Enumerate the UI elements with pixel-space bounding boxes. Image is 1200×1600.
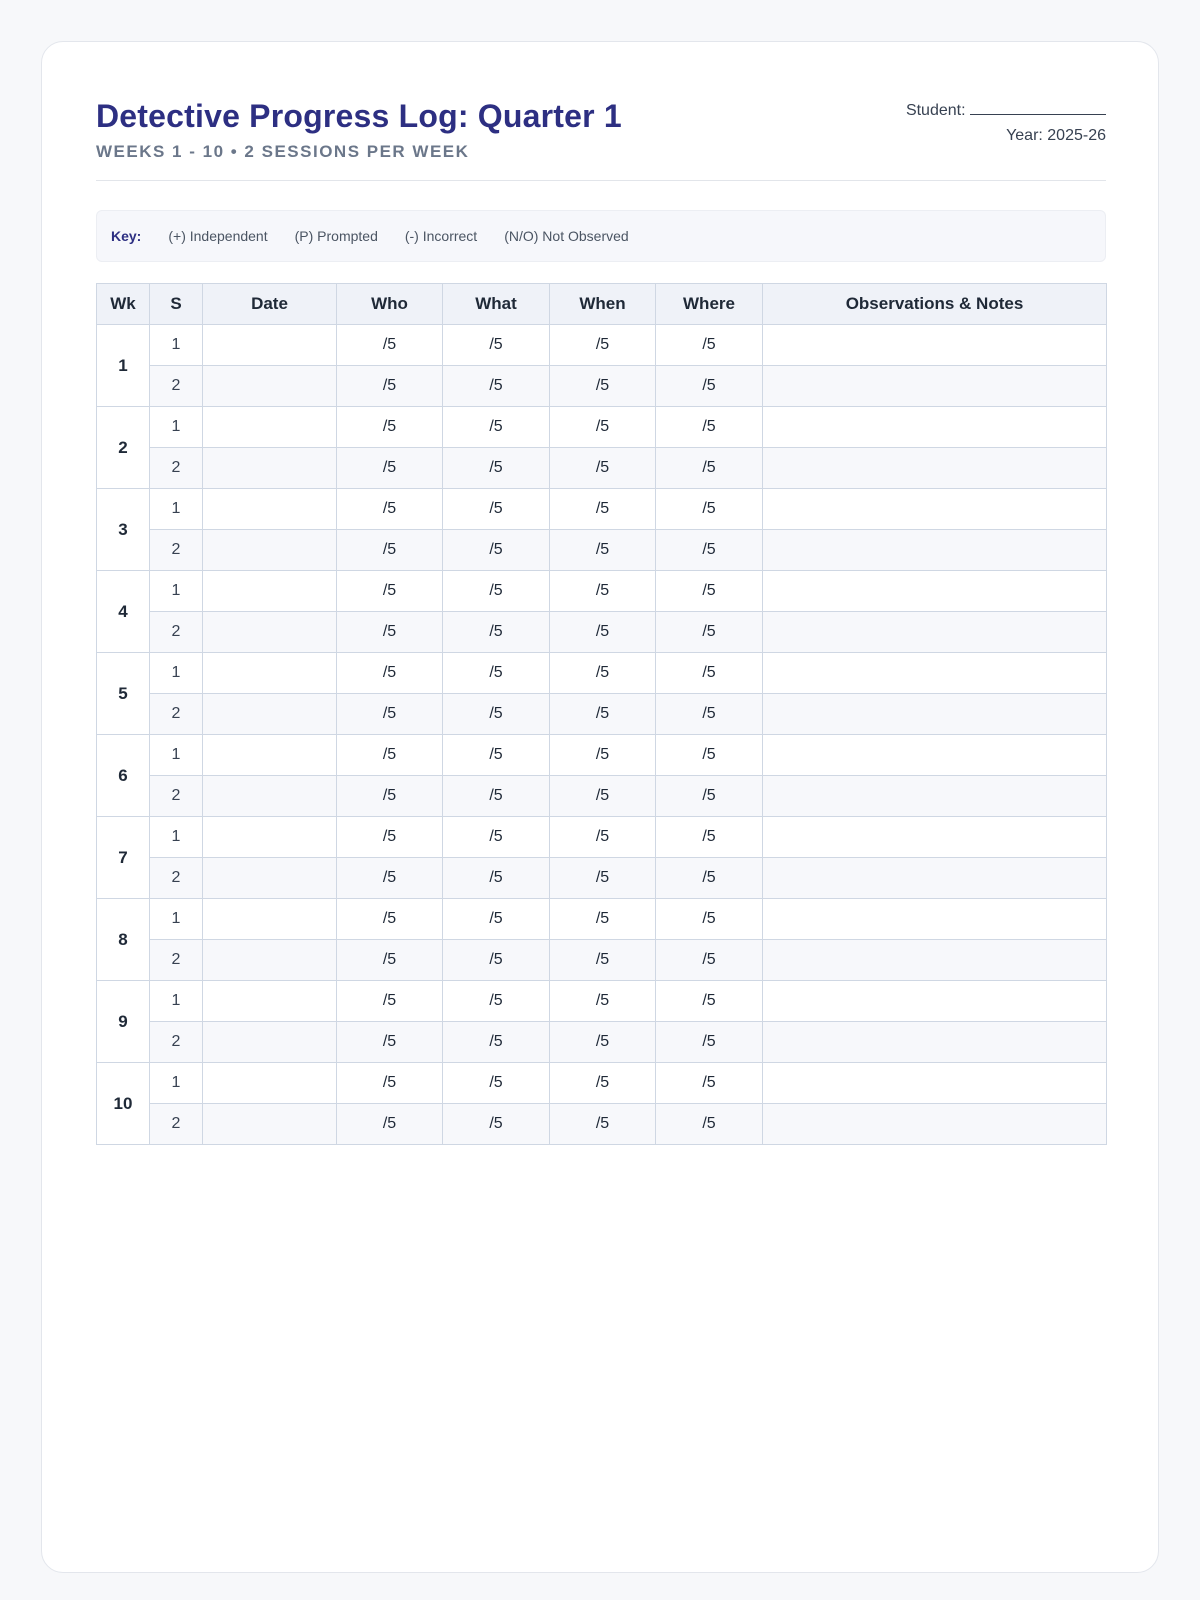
where-score-cell[interactable]: /5 <box>656 817 763 858</box>
when-score-cell[interactable]: /5 <box>550 612 656 653</box>
table-body <box>97 325 1107 1145</box>
session-number: 1 <box>150 325 203 366</box>
notes-cell[interactable] <box>763 858 1107 899</box>
column-header-session: S <box>150 284 203 325</box>
column-header-when: When <box>550 284 656 325</box>
date-cell[interactable] <box>203 817 337 858</box>
session-number: 1 <box>150 981 203 1022</box>
when-score-cell[interactable]: /5 <box>550 817 656 858</box>
week-number: 5 <box>97 653 150 735</box>
notes-cell[interactable] <box>763 612 1107 653</box>
when-score-cell[interactable]: /5 <box>550 653 656 694</box>
date-cell[interactable] <box>203 612 337 653</box>
progress-table <box>96 283 1107 1145</box>
student-label: Student: <box>905 102 966 119</box>
table-row <box>97 366 1107 407</box>
week-number: 4 <box>97 571 150 653</box>
what-score-cell[interactable]: /5 <box>443 899 550 940</box>
notes-cell[interactable] <box>763 735 1107 776</box>
column-header-what: What <box>443 284 550 325</box>
notes-cell[interactable] <box>763 694 1107 735</box>
legend-key <box>96 210 1106 262</box>
session-number: 2 <box>150 366 203 407</box>
notes-cell[interactable] <box>763 981 1107 1022</box>
where-score-cell[interactable]: /5 <box>656 571 763 612</box>
what-score-cell[interactable]: /5 <box>443 694 550 735</box>
page-title: Detective Progress Log: Quarter 1 <box>96 98 622 134</box>
date-cell[interactable] <box>203 530 337 571</box>
table-row <box>97 940 1107 981</box>
who-score-cell[interactable]: /5 <box>337 776 443 817</box>
table-row <box>97 407 1107 448</box>
date-cell[interactable] <box>203 366 337 407</box>
table-row <box>97 735 1107 776</box>
who-score-cell[interactable]: /5 <box>337 571 443 612</box>
log-sheet <box>41 41 1159 1573</box>
when-score-cell[interactable]: /5 <box>550 1022 656 1063</box>
notes-cell[interactable] <box>763 940 1107 981</box>
session-number: 1 <box>150 899 203 940</box>
what-score-cell[interactable]: /5 <box>443 735 550 776</box>
session-number: 1 <box>150 817 203 858</box>
session-number: 2 <box>150 694 203 735</box>
notes-cell[interactable] <box>763 407 1107 448</box>
when-score-cell[interactable]: /5 <box>550 940 656 981</box>
what-score-cell[interactable]: /5 <box>443 530 550 571</box>
who-score-cell[interactable]: /5 <box>337 940 443 981</box>
table-header-row <box>97 284 1107 325</box>
column-header-where: Where <box>656 284 763 325</box>
table-row <box>97 1022 1107 1063</box>
where-score-cell[interactable]: /5 <box>656 735 763 776</box>
where-score-cell[interactable]: /5 <box>656 694 763 735</box>
where-score-cell[interactable]: /5 <box>656 899 763 940</box>
what-score-cell[interactable]: /5 <box>443 407 550 448</box>
date-cell[interactable] <box>203 407 337 448</box>
when-score-cell[interactable]: /5 <box>550 735 656 776</box>
who-score-cell[interactable]: /5 <box>337 612 443 653</box>
where-score-cell[interactable]: /5 <box>656 981 763 1022</box>
table-row <box>97 776 1107 817</box>
who-score-cell[interactable]: /5 <box>337 1022 443 1063</box>
key-item-incorrect: (-) Incorrect <box>404 228 478 244</box>
when-score-cell[interactable]: /5 <box>550 448 656 489</box>
notes-cell[interactable] <box>763 1063 1107 1104</box>
date-cell[interactable] <box>203 981 337 1022</box>
what-score-cell[interactable]: /5 <box>443 940 550 981</box>
date-cell[interactable] <box>203 694 337 735</box>
date-cell[interactable] <box>203 899 337 940</box>
when-score-cell[interactable]: /5 <box>550 981 656 1022</box>
key-item-not-observed: (N/O) Not Observed <box>504 228 629 244</box>
table-row <box>97 489 1107 530</box>
date-cell[interactable] <box>203 940 337 981</box>
who-score-cell[interactable]: /5 <box>337 858 443 899</box>
who-score-cell[interactable]: /5 <box>337 899 443 940</box>
table-row <box>97 817 1107 858</box>
week-number: 3 <box>97 489 150 571</box>
date-cell[interactable] <box>203 325 337 366</box>
notes-cell[interactable] <box>763 530 1107 571</box>
date-cell[interactable] <box>203 858 337 899</box>
session-number: 1 <box>150 489 203 530</box>
what-score-cell[interactable]: /5 <box>443 981 550 1022</box>
when-score-cell[interactable]: /5 <box>550 489 656 530</box>
year-label: Year: 2025-26 <box>1006 127 1106 144</box>
date-cell[interactable] <box>203 1063 337 1104</box>
when-score-cell[interactable]: /5 <box>550 858 656 899</box>
page-header <box>96 98 1106 181</box>
where-score-cell[interactable]: /5 <box>656 448 763 489</box>
where-score-cell[interactable]: /5 <box>656 653 763 694</box>
table-row <box>97 530 1107 571</box>
session-number: 2 <box>150 1104 203 1145</box>
when-score-cell[interactable]: /5 <box>550 776 656 817</box>
date-cell[interactable] <box>203 776 337 817</box>
session-number: 2 <box>150 776 203 817</box>
notes-cell[interactable] <box>763 489 1107 530</box>
key-label: Key: <box>111 228 142 244</box>
week-number: 10 <box>97 1063 150 1145</box>
who-score-cell[interactable]: /5 <box>337 530 443 571</box>
what-score-cell[interactable]: /5 <box>443 1022 550 1063</box>
where-score-cell[interactable]: /5 <box>656 325 763 366</box>
when-score-cell[interactable]: /5 <box>550 899 656 940</box>
where-score-cell[interactable]: /5 <box>656 858 763 899</box>
who-score-cell[interactable]: /5 <box>337 407 443 448</box>
table-row <box>97 325 1107 366</box>
where-score-cell[interactable]: /5 <box>656 1063 763 1104</box>
student-name-line[interactable] <box>970 99 1106 115</box>
table-row <box>97 448 1107 489</box>
week-number: 7 <box>97 817 150 899</box>
table-row <box>97 653 1107 694</box>
where-score-cell[interactable]: /5 <box>656 940 763 981</box>
key-item-independent: (+) Independent <box>168 228 268 244</box>
when-score-cell[interactable]: /5 <box>550 530 656 571</box>
column-header-notes: Observations & Notes <box>763 284 1107 325</box>
date-cell[interactable] <box>203 571 337 612</box>
table-row <box>97 1104 1107 1145</box>
what-score-cell[interactable]: /5 <box>443 1063 550 1104</box>
notes-cell[interactable] <box>763 817 1107 858</box>
week-number: 1 <box>97 325 150 407</box>
who-score-cell[interactable]: /5 <box>337 325 443 366</box>
session-number: 2 <box>150 858 203 899</box>
week-number: 9 <box>97 981 150 1063</box>
what-score-cell[interactable]: /5 <box>443 1104 550 1145</box>
what-score-cell[interactable]: /5 <box>443 366 550 407</box>
who-score-cell[interactable]: /5 <box>337 653 443 694</box>
table-row <box>97 981 1107 1022</box>
column-header-date: Date <box>203 284 337 325</box>
when-score-cell[interactable]: /5 <box>550 325 656 366</box>
where-score-cell[interactable]: /5 <box>656 776 763 817</box>
week-number: 8 <box>97 899 150 981</box>
who-score-cell[interactable]: /5 <box>337 735 443 776</box>
table-row <box>97 571 1107 612</box>
when-score-cell[interactable]: /5 <box>550 366 656 407</box>
session-number: 2 <box>150 1022 203 1063</box>
who-score-cell[interactable]: /5 <box>337 489 443 530</box>
table-row <box>97 694 1107 735</box>
when-score-cell[interactable]: /5 <box>550 407 656 448</box>
week-number: 6 <box>97 735 150 817</box>
notes-cell[interactable] <box>763 571 1107 612</box>
date-cell[interactable] <box>203 735 337 776</box>
session-number: 2 <box>150 612 203 653</box>
column-header-who: Who <box>337 284 443 325</box>
table-row <box>97 899 1107 940</box>
column-header-week: Wk <box>97 284 150 325</box>
session-number: 1 <box>150 653 203 694</box>
notes-cell[interactable] <box>763 1022 1107 1063</box>
who-score-cell[interactable]: /5 <box>337 1063 443 1104</box>
when-score-cell[interactable]: /5 <box>550 1063 656 1104</box>
date-cell[interactable] <box>203 448 337 489</box>
what-score-cell[interactable]: /5 <box>443 817 550 858</box>
key-item-prompted: (P) Prompted <box>294 228 378 244</box>
session-number: 1 <box>150 571 203 612</box>
who-score-cell[interactable]: /5 <box>337 448 443 489</box>
who-score-cell[interactable]: /5 <box>337 817 443 858</box>
who-score-cell[interactable]: /5 <box>337 981 443 1022</box>
date-cell[interactable] <box>203 489 337 530</box>
what-score-cell[interactable]: /5 <box>443 325 550 366</box>
notes-cell[interactable] <box>763 366 1107 407</box>
notes-cell[interactable] <box>763 325 1107 366</box>
notes-cell[interactable] <box>763 1104 1107 1145</box>
table-row <box>97 1063 1107 1104</box>
date-cell[interactable] <box>203 653 337 694</box>
where-score-cell[interactable]: /5 <box>656 612 763 653</box>
date-cell[interactable] <box>203 1022 337 1063</box>
where-score-cell[interactable]: /5 <box>656 489 763 530</box>
notes-cell[interactable] <box>763 899 1107 940</box>
when-score-cell[interactable]: /5 <box>550 694 656 735</box>
session-number: 1 <box>150 735 203 776</box>
notes-cell[interactable] <box>763 776 1107 817</box>
date-cell[interactable] <box>203 1104 337 1145</box>
where-score-cell[interactable]: /5 <box>656 1022 763 1063</box>
what-score-cell[interactable]: /5 <box>443 571 550 612</box>
page-subtitle: WEEKS 1 - 10 • 2 SESSIONS PER WEEK <box>96 142 470 161</box>
where-score-cell[interactable]: /5 <box>656 366 763 407</box>
what-score-cell[interactable]: /5 <box>443 489 550 530</box>
who-score-cell[interactable]: /5 <box>337 694 443 735</box>
what-score-cell[interactable]: /5 <box>443 612 550 653</box>
notes-cell[interactable] <box>763 448 1107 489</box>
where-score-cell[interactable]: /5 <box>656 1104 763 1145</box>
where-score-cell[interactable]: /5 <box>656 407 763 448</box>
student-meta <box>906 98 1106 148</box>
week-number: 2 <box>97 407 150 489</box>
when-score-cell[interactable]: /5 <box>550 1104 656 1145</box>
what-score-cell[interactable]: /5 <box>443 653 550 694</box>
what-score-cell[interactable]: /5 <box>443 448 550 489</box>
session-number: 1 <box>150 407 203 448</box>
table-row <box>97 858 1107 899</box>
session-number: 2 <box>150 940 203 981</box>
notes-cell[interactable] <box>763 653 1107 694</box>
who-score-cell[interactable]: /5 <box>337 1104 443 1145</box>
session-number: 2 <box>150 530 203 571</box>
session-number: 2 <box>150 448 203 489</box>
session-number: 1 <box>150 1063 203 1104</box>
who-score-cell[interactable]: /5 <box>337 366 443 407</box>
what-score-cell[interactable]: /5 <box>443 776 550 817</box>
where-score-cell[interactable]: /5 <box>656 530 763 571</box>
when-score-cell[interactable]: /5 <box>550 571 656 612</box>
what-score-cell[interactable]: /5 <box>443 858 550 899</box>
table-row <box>97 612 1107 653</box>
